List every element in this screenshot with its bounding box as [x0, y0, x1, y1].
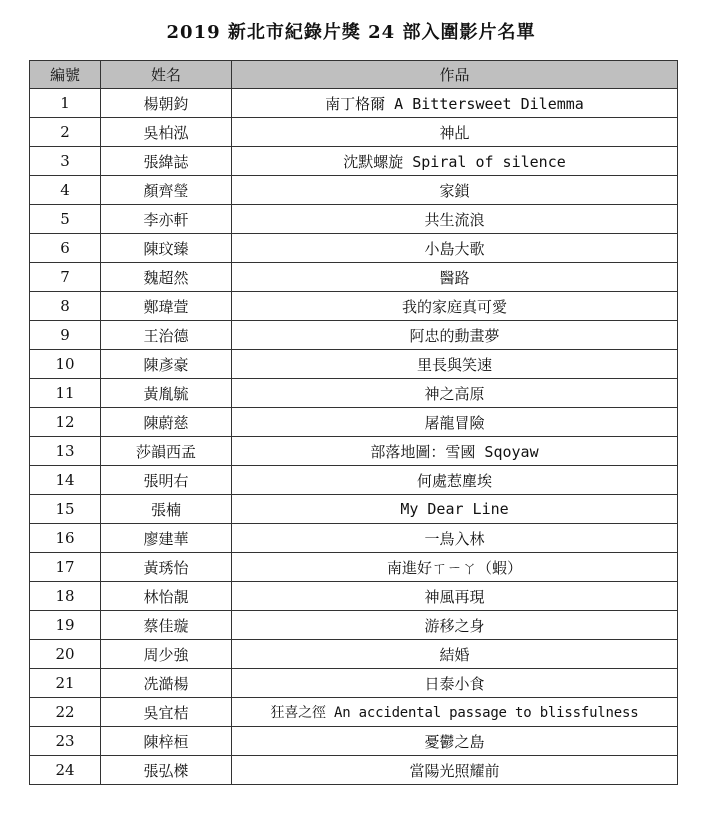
row-work: 醫路: [232, 263, 678, 292]
row-work: 部落地圖：雪國 Sqoyaw: [232, 437, 678, 466]
row-work: 神之高原: [232, 379, 678, 408]
table-row: [30, 147, 678, 176]
row-number: 19: [30, 611, 101, 640]
row-work: 共生流浪: [232, 205, 678, 234]
row-work: 狂喜之徑 An accidental passage to blissfulness: [232, 698, 678, 727]
table-row: [30, 553, 678, 582]
table-row: [30, 176, 678, 205]
row-name: 陳彥豪: [101, 350, 232, 379]
row-number: 6: [30, 234, 101, 263]
row-work: 日泰小食: [232, 669, 678, 698]
table-row: [30, 292, 678, 321]
column-header-name: 姓名: [101, 61, 232, 89]
row-name: 黃胤毓: [101, 379, 232, 408]
row-name: 黃琇怡: [101, 553, 232, 582]
row-number: 16: [30, 524, 101, 553]
row-number: 8: [30, 292, 101, 321]
row-work: 南進好ㄒㄧㄚ（蝦）: [232, 553, 678, 582]
table-row: [30, 727, 678, 756]
row-work: 我的家庭真可愛: [232, 292, 678, 321]
row-name: 李亦軒: [101, 205, 232, 234]
row-name: 鄭瑋萱: [101, 292, 232, 321]
document-title: 2019 新北市紀錄片獎 24 部入圍影片名單: [166, 22, 536, 43]
table-row: [30, 350, 678, 379]
row-number: 12: [30, 408, 101, 437]
row-work: 神風再現: [232, 582, 678, 611]
row-number: 23: [30, 727, 101, 756]
row-number: 2: [30, 118, 101, 147]
row-number: 22: [30, 698, 101, 727]
row-work: 里長與笑速: [232, 350, 678, 379]
row-work: 游移之身: [232, 611, 678, 640]
column-header-number: 編號: [30, 61, 101, 89]
row-number: 9: [30, 321, 101, 350]
row-name: 楊朝鈞: [101, 89, 232, 118]
row-number: 11: [30, 379, 101, 408]
row-number: 15: [30, 495, 101, 524]
row-number: 10: [30, 350, 101, 379]
row-name: 陳玟臻: [101, 234, 232, 263]
table-row: [30, 698, 678, 727]
row-work: 屠龍冒險: [232, 408, 678, 437]
table-row: [30, 234, 678, 263]
row-name: 張明右: [101, 466, 232, 495]
table-row: [30, 466, 678, 495]
table-row: [30, 408, 678, 437]
table-row: [30, 437, 678, 466]
row-work: 小島大歌: [232, 234, 678, 263]
row-name: 吳宜桔: [101, 698, 232, 727]
table-row: [30, 379, 678, 408]
row-work: 結婚: [232, 640, 678, 669]
row-number: 18: [30, 582, 101, 611]
row-number: 14: [30, 466, 101, 495]
row-name: 林怡靚: [101, 582, 232, 611]
table-row: [30, 118, 678, 147]
row-name: 蔡佳璇: [101, 611, 232, 640]
row-number: 17: [30, 553, 101, 582]
row-work: 家鎖: [232, 176, 678, 205]
column-header-work: 作品: [232, 61, 678, 89]
row-number: 7: [30, 263, 101, 292]
table-row: [30, 321, 678, 350]
row-number: 1: [30, 89, 101, 118]
row-name: 王治德: [101, 321, 232, 350]
table-row: [30, 524, 678, 553]
row-name: 張弘榤: [101, 756, 232, 785]
table-row: [30, 89, 678, 118]
row-name: 魏超然: [101, 263, 232, 292]
row-name: 冼澔楊: [101, 669, 232, 698]
table-row: [30, 205, 678, 234]
row-work: 南丁格爾 A Bittersweet Dilemma: [232, 89, 678, 118]
row-work: 何處惹塵埃: [232, 466, 678, 495]
row-work: 沈默螺旋 Spiral of silence: [232, 147, 678, 176]
table-header-row: [30, 61, 678, 89]
row-name: 周少強: [101, 640, 232, 669]
row-name: 吳柏泓: [101, 118, 232, 147]
table-row: [30, 263, 678, 292]
row-number: 4: [30, 176, 101, 205]
row-number: 24: [30, 756, 101, 785]
row-name: 陳蔚慈: [101, 408, 232, 437]
row-work: 阿忠的動畫夢: [232, 321, 678, 350]
finalist-table: [29, 60, 678, 785]
table-row: [30, 582, 678, 611]
row-name: 顏齊瑩: [101, 176, 232, 205]
row-number: 21: [30, 669, 101, 698]
row-work: My Dear Line: [232, 495, 678, 524]
table-row: [30, 495, 678, 524]
row-name: 張楠: [101, 495, 232, 524]
row-work: 憂鬱之島: [232, 727, 678, 756]
table-row: [30, 640, 678, 669]
row-name: 廖建華: [101, 524, 232, 553]
row-number: 20: [30, 640, 101, 669]
row-work: 當陽光照耀前: [232, 756, 678, 785]
table-row: [30, 756, 678, 785]
row-work: 一鳥入林: [232, 524, 678, 553]
row-name: 張緯誌: [101, 147, 232, 176]
row-number: 5: [30, 205, 101, 234]
table-row: [30, 669, 678, 698]
row-name: 陳梓桓: [101, 727, 232, 756]
table-row: [30, 611, 678, 640]
row-work: 神乩: [232, 118, 678, 147]
row-number: 3: [30, 147, 101, 176]
row-number: 13: [30, 437, 101, 466]
row-name: 莎韻西孟: [101, 437, 232, 466]
